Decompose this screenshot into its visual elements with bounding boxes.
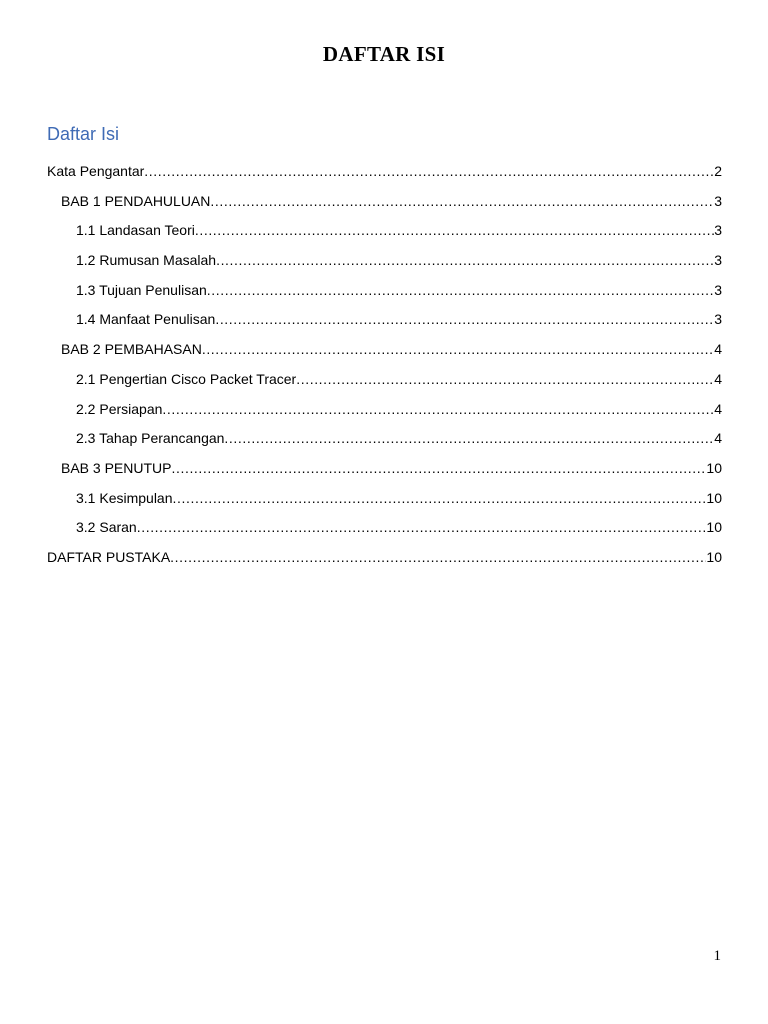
toc-entry-label: 1.3 Tujuan Penulisan xyxy=(76,281,207,298)
toc-entry-page: 3 xyxy=(714,192,722,209)
toc-entry-page: 3 xyxy=(714,252,722,269)
toc-entry-page: 4 xyxy=(714,400,722,417)
dot-leader xyxy=(207,276,714,306)
toc-entry-bab-2[interactable] xyxy=(47,335,722,365)
toc-entry-label: BAB 1 PENDAHULUAN xyxy=(61,192,211,209)
toc-entry-label: 1.1 Landasan Teori xyxy=(76,222,195,239)
toc-entry-page: 4 xyxy=(714,430,722,447)
table-of-contents xyxy=(47,157,722,573)
toc-entry-kata-pengantar[interactable] xyxy=(47,157,722,187)
toc-entry-1-1[interactable] xyxy=(47,216,722,246)
toc-entry-page: 2 xyxy=(714,163,722,179)
toc-entry-label: 1.4 Manfaat Penulisan xyxy=(76,311,216,328)
dot-leader xyxy=(296,365,714,395)
toc-entry-bab-1[interactable] xyxy=(47,187,722,217)
toc-entry-1-2[interactable] xyxy=(47,246,722,276)
toc-entry-page: 3 xyxy=(714,222,722,239)
toc-entry-3-2[interactable] xyxy=(47,513,722,543)
toc-entry-page: 4 xyxy=(714,370,722,387)
dot-leader xyxy=(216,246,714,276)
toc-entry-label: 2.3 Tahap Perancangan xyxy=(76,430,225,447)
toc-entry-page: 10 xyxy=(706,519,722,536)
toc-entry-page: 10 xyxy=(706,489,722,506)
dot-leader xyxy=(210,187,714,217)
toc-entry-page: 10 xyxy=(706,548,722,565)
dot-leader xyxy=(224,424,714,454)
dot-leader xyxy=(144,157,714,187)
dot-leader xyxy=(202,335,714,365)
toc-entry-1-3[interactable] xyxy=(47,276,722,306)
toc-entry-2-2[interactable] xyxy=(47,395,722,425)
toc-entry-daftar-pustaka[interactable] xyxy=(47,543,722,573)
toc-entry-label: BAB 2 PEMBAHASAN xyxy=(61,341,202,358)
dot-leader xyxy=(195,216,714,246)
toc-entry-page: 10 xyxy=(706,459,722,476)
page-number: 1 xyxy=(713,948,721,964)
toc-entry-label: 3.1 Kesimpulan xyxy=(76,489,173,506)
toc-entry-label: DAFTAR PUSTAKA xyxy=(47,548,171,565)
dot-leader xyxy=(162,395,714,425)
dot-leader xyxy=(215,305,714,335)
toc-entry-label: 1.2 Rumusan Masalah xyxy=(76,252,217,269)
dot-leader xyxy=(170,543,706,573)
toc-entry-label: BAB 3 PENUTUP xyxy=(61,459,172,476)
toc-entry-page: 4 xyxy=(714,341,722,358)
toc-entry-label: 2.2 Persiapan xyxy=(76,400,163,417)
toc-entry-label: Kata Pengantar xyxy=(47,163,145,179)
dot-leader xyxy=(137,513,707,543)
toc-entry-bab-3[interactable] xyxy=(47,454,722,484)
toc-entry-2-1[interactable] xyxy=(47,365,722,395)
toc-entry-label: 3.2 Saran xyxy=(76,519,137,536)
toc-entry-page: 3 xyxy=(714,281,722,298)
toc-entry-label: 2.1 Pengertian Cisco Packet Tracer xyxy=(76,370,297,387)
dot-leader xyxy=(173,484,707,514)
toc-heading: Daftar Isi xyxy=(47,124,120,144)
toc-entry-1-4[interactable] xyxy=(47,305,722,335)
page-title: DAFTAR ISI xyxy=(322,42,446,66)
toc-entry-page: 3 xyxy=(714,311,722,328)
toc-entry-3-1[interactable] xyxy=(47,484,722,514)
dot-leader xyxy=(171,454,706,484)
toc-entry-2-3[interactable] xyxy=(47,424,722,454)
